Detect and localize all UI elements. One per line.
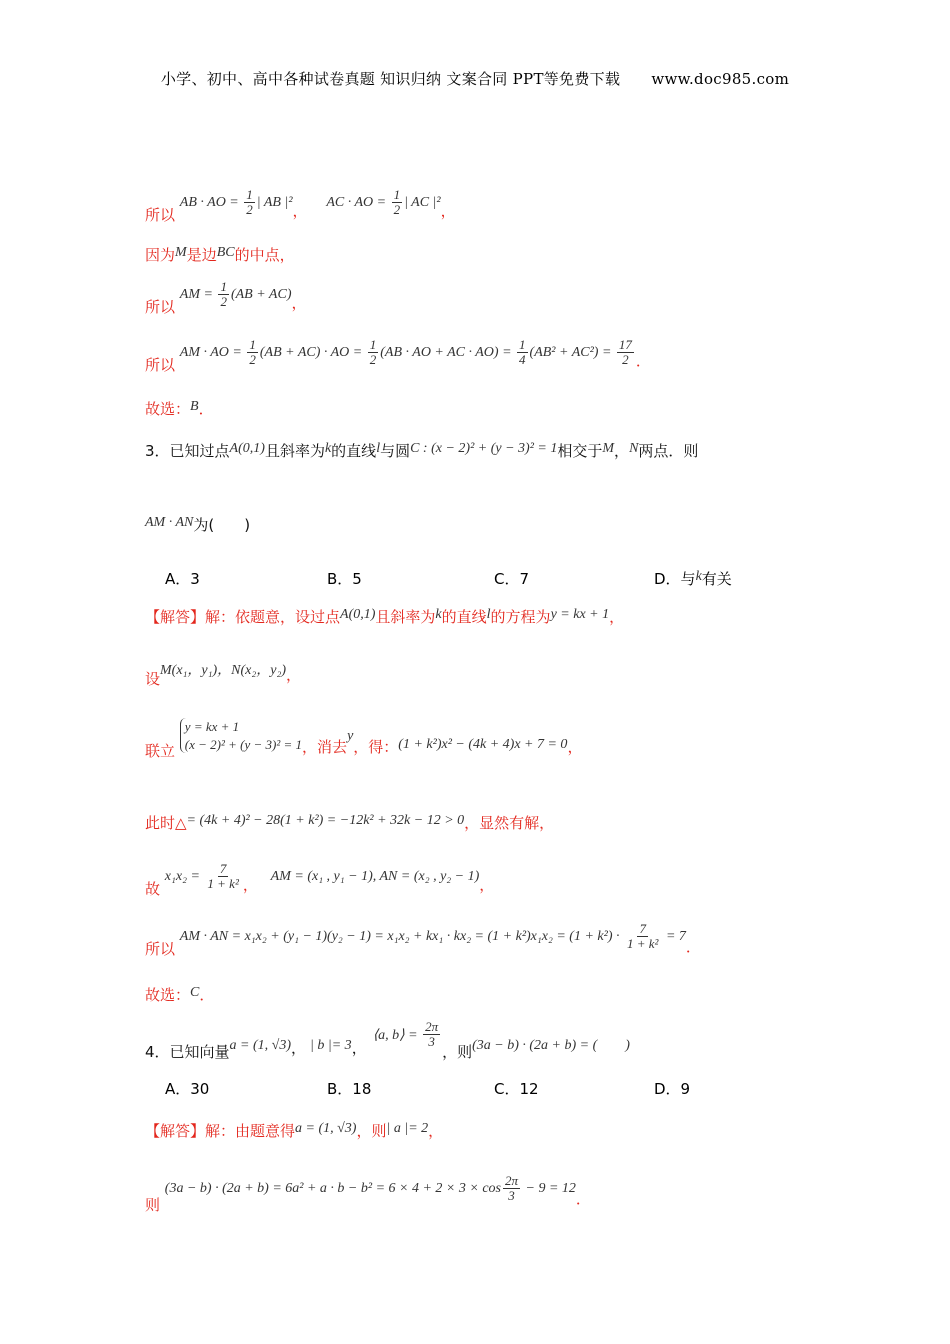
q4-option-d: D．9 [654, 1080, 691, 1098]
q3-answer-line-1: 【解答】解：依题意，设过点A(0,1)且斜率为k的直线l的方程为y = kx + 1， [145, 607, 625, 626]
question-3-stem: 3．已知过点A(0,1)且斜率为k的直线l与圆C : (x − 2)² + (y − 3)² = 1相交于M，N两点．则 [145, 441, 699, 460]
solution-line-3: 所以 AM = $\frac{1}{2}$ (AB + AC)， [145, 279, 307, 317]
q4-answer-line-2: 则 (3a − b) · (2a + b) = 6a² + a · b − b² = 6 × 4 + 2 × 3 × cos $\frac{2\pi}{3}$ − 9 = 12． [145, 1173, 591, 1215]
q3-option-d: D．与k有关 [654, 569, 732, 588]
question-3-stem-2: AM · AN为( ) [145, 515, 251, 534]
solution-line-1: 所以 AB · AO = $\frac{1}{2}$ | AB |²， AC · AO = $\frac{1}{2}$ | AC |²， [145, 187, 456, 225]
solution-line-2: 因为M是边BC的中点， [145, 245, 295, 264]
fraction: $\frac{2\pi}{3}$ [504, 1173, 518, 1203]
q4-option-b: B．18 [327, 1080, 372, 1098]
q4-option-a: A．30 [165, 1080, 210, 1098]
fraction: $\frac{17}{2}$ [618, 337, 632, 367]
fraction: $\frac{1}{2}$ [249, 337, 256, 367]
page-header [0, 68, 950, 89]
fraction: $\frac{1}{2}$ [393, 187, 401, 217]
q4-option-c: C．12 [494, 1080, 539, 1098]
fraction: $\frac{7}{\text{1 + k²}}$ [207, 861, 239, 891]
q3-answer-line-2: 设M(x₁，y₁)，N(x₂，y₂)， [145, 663, 302, 688]
q3-answer-line-4: 此时△= (4k + 4)² − 28(1 + k²) = −12k² + 32k − 12 > 0，显然有解， [145, 813, 555, 832]
question-4-stem: 4．已知向量a = (1, √3)， | b |= 3，⟨a, b⟩ = $\frac{2\pi}{3}$ ，则(3a − b) · (2a + b) = ( ) [145, 1019, 630, 1061]
solution-line-5: 故选：B． [145, 399, 214, 418]
fraction: $\frac{1}{4}$ [519, 337, 526, 367]
q3-option-b: B．5 [327, 570, 362, 588]
q3-option-a: A．3 [165, 570, 200, 588]
q3-answer-line-7: 故选：C． [145, 985, 215, 1004]
q4-answer-line-1: 【解答】解：由题意得a = (1, √3)，则| a |= 2， [145, 1121, 444, 1140]
header-text: 小学、初中、高中各种试卷真题 知识归纳 文案合同 PPT等免费下载 [160, 70, 621, 88]
fraction: $\frac{2\pi}{3}$ [425, 1019, 439, 1049]
solution-line-4: 所以 AM · AO = $\frac{1}{2}$ (AB + AC) · AO = $\frac{1}{2}$ (AB · AO + AC · AO) = $\frac{1}{4}$ (AB² + AC²) = $\frac{17}{2}$ ． [145, 337, 651, 375]
q3-answer-line-3: 联立 y = kx + 1 (x − 2)² + (y − 3)² = 1，消去y，得：(1 + k²)x² − (4k + 4)x + 7 = 0， [145, 719, 583, 760]
fraction: $\frac{1}{2}$ [246, 187, 253, 217]
fraction: $\frac{7}{\text{1 + k²}}$ [626, 921, 659, 951]
fraction: $\frac{1}{2}$ [220, 279, 227, 309]
equation-system: y = kx + 1 (x − 2)² + (y − 3)² = 1 [180, 718, 302, 753]
q3-answer-line-5: 故 x₁x₂ = $\frac{7}{\text{1 + k²}}$ ， AM = (x₁ , y₁ − 1), AN = (x₂ , y₂ − 1)， [145, 861, 495, 899]
q3-answer-line-6: 所以 AM · AN = x₁x₂ + (y₁ − 1)(y₂ − 1) = x₁x₂ + kx₁ · kx₂ = (1 + k²)x₁x₂ = (1 + k²) · $\frac{7}{\text{1 + k²}}$ = 7． [145, 921, 701, 959]
header-url[interactable]: www.doc985.com [651, 70, 790, 88]
fraction: $\frac{1}{2}$ [369, 337, 377, 367]
q3-option-c: C．7 [494, 570, 530, 588]
